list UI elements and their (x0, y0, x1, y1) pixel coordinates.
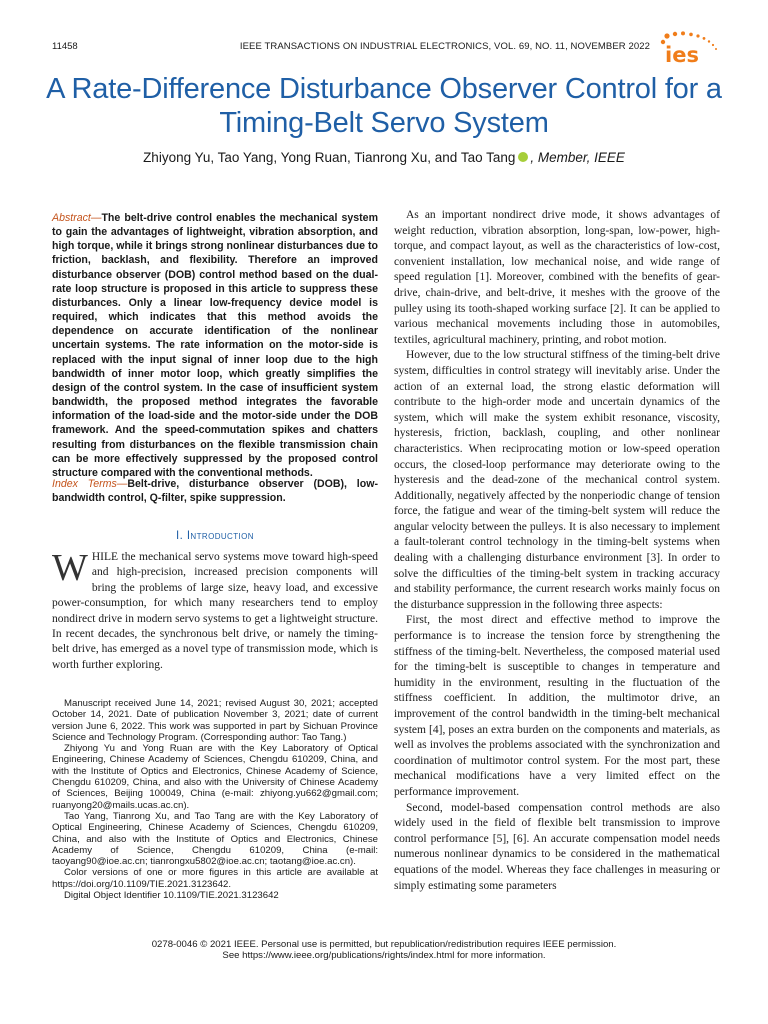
author-names: Zhiyong Yu, Tao Yang, Yong Ruan, Tianrong Xu, and Tao Tang (143, 150, 516, 165)
footnote-affiliation: Tao Yang, Tianrong Xu, and Tao Tang are with the Key Laboratory of Optical Engineering, Chinese Academy of Sciences, Chengdu 610209, China, and also with the Institute of Optics and Electronics, Chinese Academy of Science, Chengdu 610209, China (e-mail: taoyang90@ioe.ac.cn; tianrongxu5802@ioe.ac.cn; taotang@ioe.ac.cn). (52, 810, 378, 868)
journal-header: IEEE TRANSACTIONS ON INDUSTRIAL ELECTRONICS, VOL. 69, NO. 11, NOVEMBER 2022 (239, 41, 650, 52)
index-terms-text: Belt-drive, disturbance observer (DOB), low-bandwidth control, Q-filter, spike suppression. (52, 478, 378, 505)
svg-text:ies: ies (665, 43, 699, 66)
footnote-manuscript: Manuscript received June 14, 2021; revised August 30, 2021; accepted October 14, 2021. Date of publication November 3, 2021; date of current version June 6, 2022. This work was supported in part by Sichuan Province Science and Technology Program. (Corresponding author: Tao Tang.) (52, 698, 378, 743)
orcid-icon[interactable] (518, 152, 528, 162)
copyright-notice (40, 939, 728, 961)
author-membership: , Member, IEEE (530, 150, 625, 165)
footnote-color-figures: Color versions of one or more figures in this article are available at https://doi.org/10.1109/TIE.2021.3123642. (52, 867, 378, 890)
body-paragraph: First, the most direct and effective method to improve the performance is to increase the tension force by strengthening the stiffness of the timing-belt. Nevertheless, the composed material used for the timing-belt is susceptible to changes in temperature and humidity in the environment, resulting in the fluctuation of the stiffness coefficient. In addition, the multimotor drive, an improvement of the control bandwidth in the timing-belt mechanical system [4], poses an extra burden on the components and materials, as well as involves the problems associated with the synchronization and coordination of multimotor control system. For the most part, these mechanical modifications have a very limited effect on the performance improvement. (394, 614, 720, 798)
author-list (40, 150, 728, 165)
footnote-doi: Digital Object Identifier 10.1109/TIE.2021.3123642 (64, 890, 279, 902)
copyright-line: 0278-0046 © 2021 IEEE. Personal use is permitted, but republication/redistribution requires IEEE permission. (151, 939, 617, 950)
right-column-body (394, 208, 720, 894)
section-heading: I. Introduction (176, 530, 254, 542)
body-paragraph: As an important nondirect drive mode, it shows advantages of weight reduction, vibration absorption, long-span, low-power, high-torque, and compact layout, as well as the characteristics of low-cost, convenient installation, low mechanical noise, and wide range of speed regulation [1]. Moreover, combined with the benefits of gear-drive, chain-drive, and belt-drive, it meshes with the groove of the pulley using its tooth-shaped working surface [2]. It can be applied to various mechanical movements including those in automobiles, textiles, agricultural machinery, printing, and robot motion. (394, 209, 720, 346)
ies-logo (657, 30, 723, 66)
intro-paragraph (52, 547, 378, 673)
footnotes (52, 698, 378, 901)
paper-title: A Rate-Difference Disturbance Observer Control for a Timing-Belt Servo System (46, 73, 722, 139)
page-number: 11458 (52, 41, 78, 52)
index-terms (52, 477, 378, 505)
body-paragraph: Second, model-based compensation control methods are also widely used in the field of flexible belt transmission to improve control performance [5], [6]. An accurate compensation model needs numerous nonlinear dynamics to be considered in the mathematical equations of the model. Whereas they face challenges in measuring or simply estimating some parameters (394, 801, 720, 892)
intro-text: HILE the mechanical servo systems move toward high-speed and high-precision, increased precision components will bring the problems of large size, heavy load, and excessive power-consumption, for which many researchers tend to employ nondirect drive in modern servo systems to get a lightweight structure. In recent decades, the synchronous belt drive, or namely the timing-belt drive, has emerged as a novel type of transmission mode, which is worth further exploring. (52, 551, 378, 671)
index-terms-label: Index Terms— (52, 478, 128, 490)
abstract-label: Abstract— (52, 212, 102, 224)
drop-cap: W (52, 547, 88, 589)
abstract (52, 211, 378, 480)
body-paragraph: However, due to the low structural stiffness of the timing-belt drive system, difficulties in control strategy will inevitably arise. Under the action of an external load, the strong elastic deformation will contribute to the high-order mode and uncertain dynamics of the system, which will make the system exhibit resonance, viscosity, hysteresis, friction, backlash, coupling, and other nonlinear characteristics. When reciprocating motion or low-speed operation occurs, the closed-loop performance may deteriorate owing to the hysteresis and the dead-zone of the mechanical control system. Additionally, negatively affected by the nonperiodic change of tension force, the fatigue and wear of the timing-belt system will reduce the angular velocity between the pulleys. It is also necessary to implement a fault-tolerant control technology in the timing-belt systems when dealing with a challenging disturbance environment [3]. In order to solve the difficulties of the timing-belt system in tracking accuracy and stability performance, the current research works mainly focus on the disturbance suppression in the following three aspects: (394, 349, 720, 611)
abstract-text: The belt-drive control enables the mechanical system to gain the advantages of lightweight, vibration absorption, and high torque, while it brings strong nonlinear disturbances due to friction, backlash, and flexibility. Therefore an improved disturbance observer (DOB) control method based on the dual-rate loop structure is proposed in this article to suppress these disturbances. Only a linear low-frequency device model is required, which indicates that this method avoids the dependence on accurate identification of the nonlinear uncertain systems. The rate information on the motor-side is replaced with the input signal of inner loop due to the high bandwidth of inner motor loop, which greatly simplifies the design of the control system. In the case of insufficient system bandwidth, the proposed method integrates the favorable information of the load-side and the motor-side under the DOB framework. And the speed-commutation spikes and chatters resulting from disturbances on the flexible transmission chain can be more effectively suppressed by the proposed control structure compared with the conventional methods. (52, 212, 378, 479)
footnote-affiliation: Zhiyong Yu and Yong Ruan are with the Key Laboratory of Optical Engineering, Chinese Academy of Sciences, Chengdu 610209, China, and with the Institute of Optics and Electronics, Chinese Academy of Science, Chengdu 610209, China, and also with the University of Chinese Academy of Sciences, Beijing 100049, China (e-mail: zhiyong.yu662@gmail.com; ruanyong20@mails.ucas.ac.cn). (52, 743, 378, 811)
rights-link[interactable]: See https://www.ieee.org/publications/rights/index.html for more information. (222, 950, 546, 961)
